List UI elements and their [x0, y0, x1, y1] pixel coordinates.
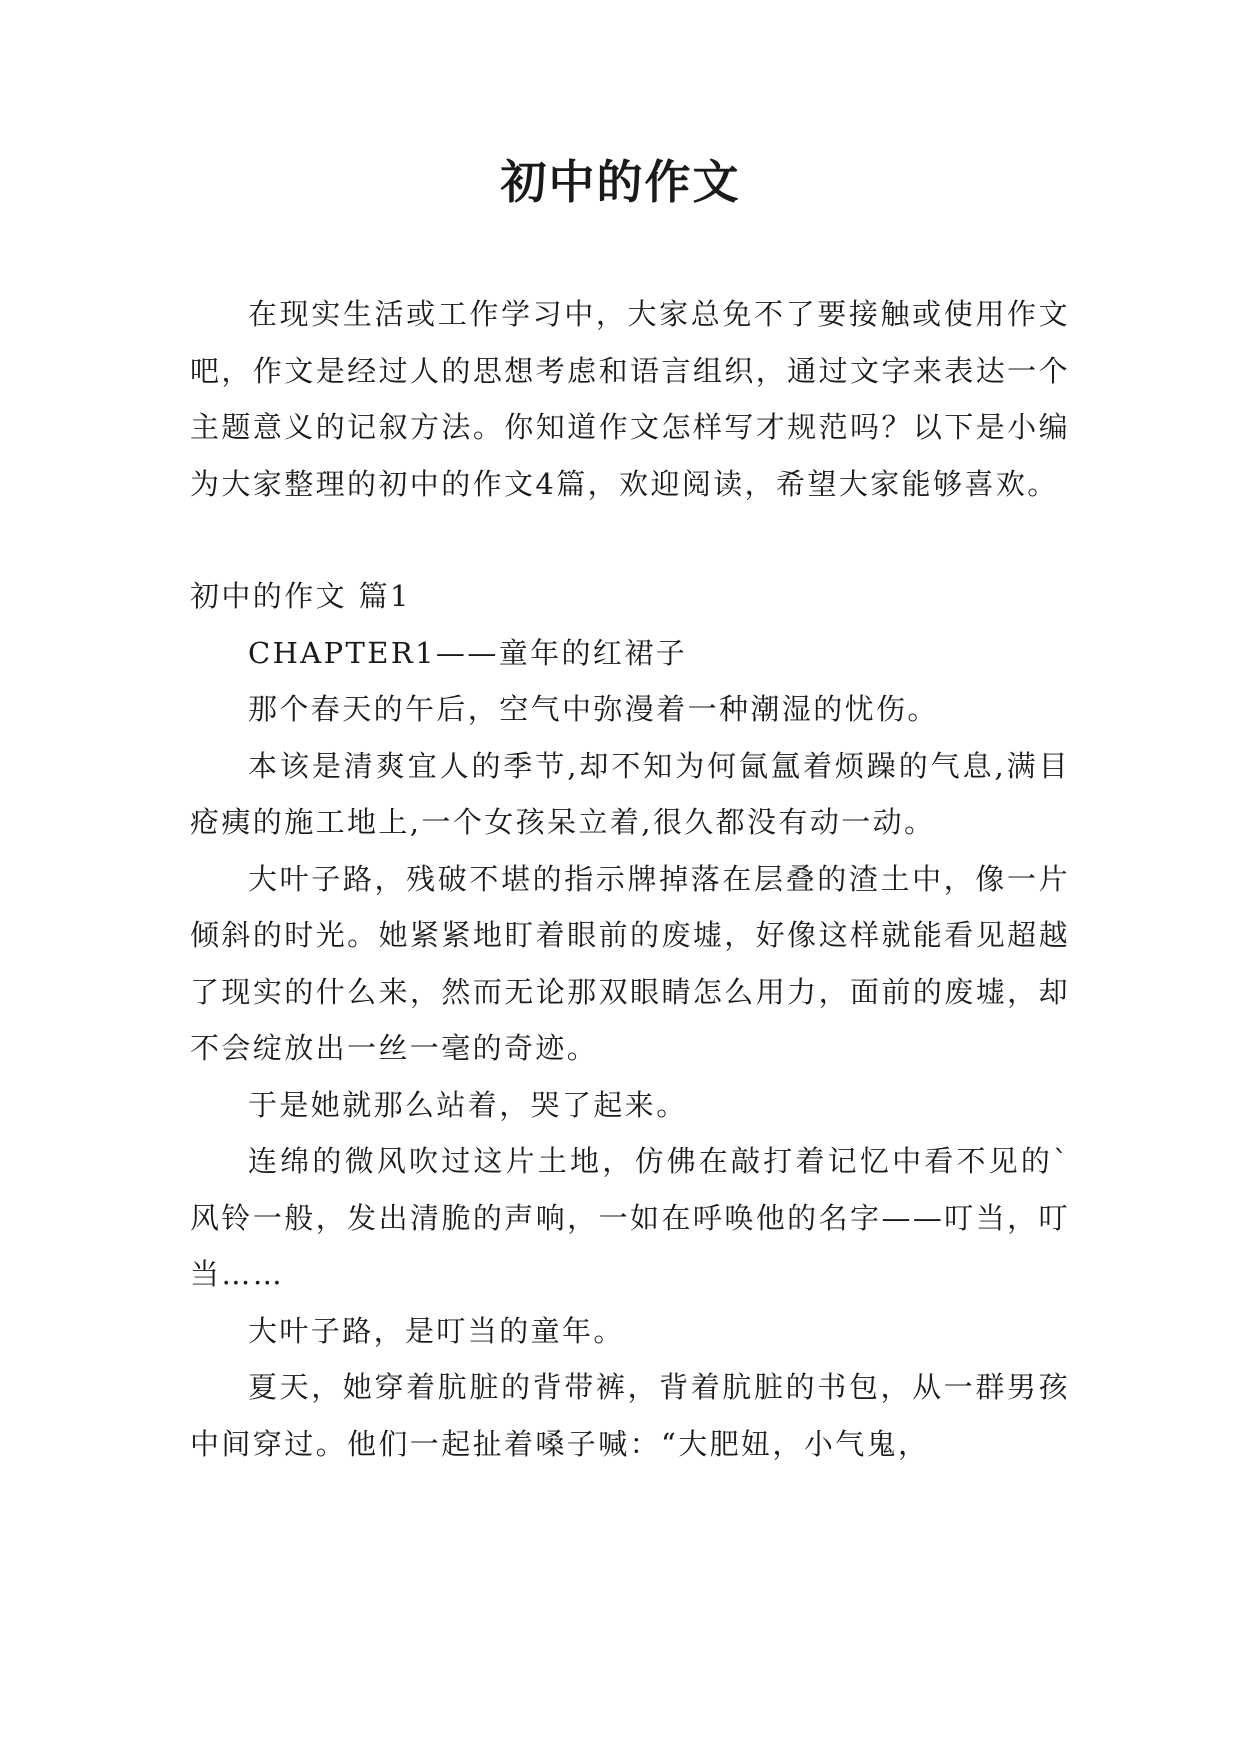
page-title: 初中的作文 — [500, 155, 741, 209]
section-heading: 初中的作文 篇1 — [190, 579, 411, 613]
section-gap — [190, 512, 1070, 568]
body-paragraph: 大叶子路，残破不堪的指示牌掉落在层叠的渣土中，像一片倾斜的时光。她紧紧地盯着眼前的废墟，好像这样就能看见超越了现实的什么来，然而无论那双眼睛怎么用力，面前的废墟，却不会绽放出一丝一毫的奇迹。 — [190, 861, 1070, 1065]
intro-paragraph: 在现实生活或工作学习中，大家总免不了要接触或使用作文吧，作文是经过人的思想考虑和语言组织，通过文字来表达一个主题意义的记叙方法。你知道作文怎样写才规范吗？以下是小编为大家整理的初中的作文4篇，欢迎阅读，希望大家能够喜欢。 — [190, 297, 1070, 501]
body-paragraph: 那个春天的午后，空气中弥漫着一种潮湿的忧伤。 — [248, 692, 939, 726]
body-paragraph: 连绵的微风吹过这片土地，仿佛在敲打着记忆中看不见的`风铃一般，发出清脆的声响，一如在呼唤他的名字——叮当，叮当…… — [190, 1144, 1070, 1291]
body-paragraph: 大叶子路，是叮当的童年。 — [248, 1313, 625, 1348]
body-paragraph: 于是她就那么站着，哭了起来。 — [248, 1087, 688, 1122]
body-paragraph: 本该是清爽宜人的季节,却不知为何氤氲着烦躁的气息,满目疮痍的施工地上,一个女孩呆立着,很久都没有动一动。 — [190, 748, 1070, 839]
chapter-heading: CHAPTER1——童年的红裙子 — [248, 635, 688, 670]
document-body — [190, 286, 1070, 1472]
body-paragraph: 夏天，她穿着肮脏的背带裤，背着肮脏的书包，从一群男孩中间穿过。他们一起扯着嗓子喊：“大肥妞，小气鬼， — [190, 1370, 1070, 1461]
